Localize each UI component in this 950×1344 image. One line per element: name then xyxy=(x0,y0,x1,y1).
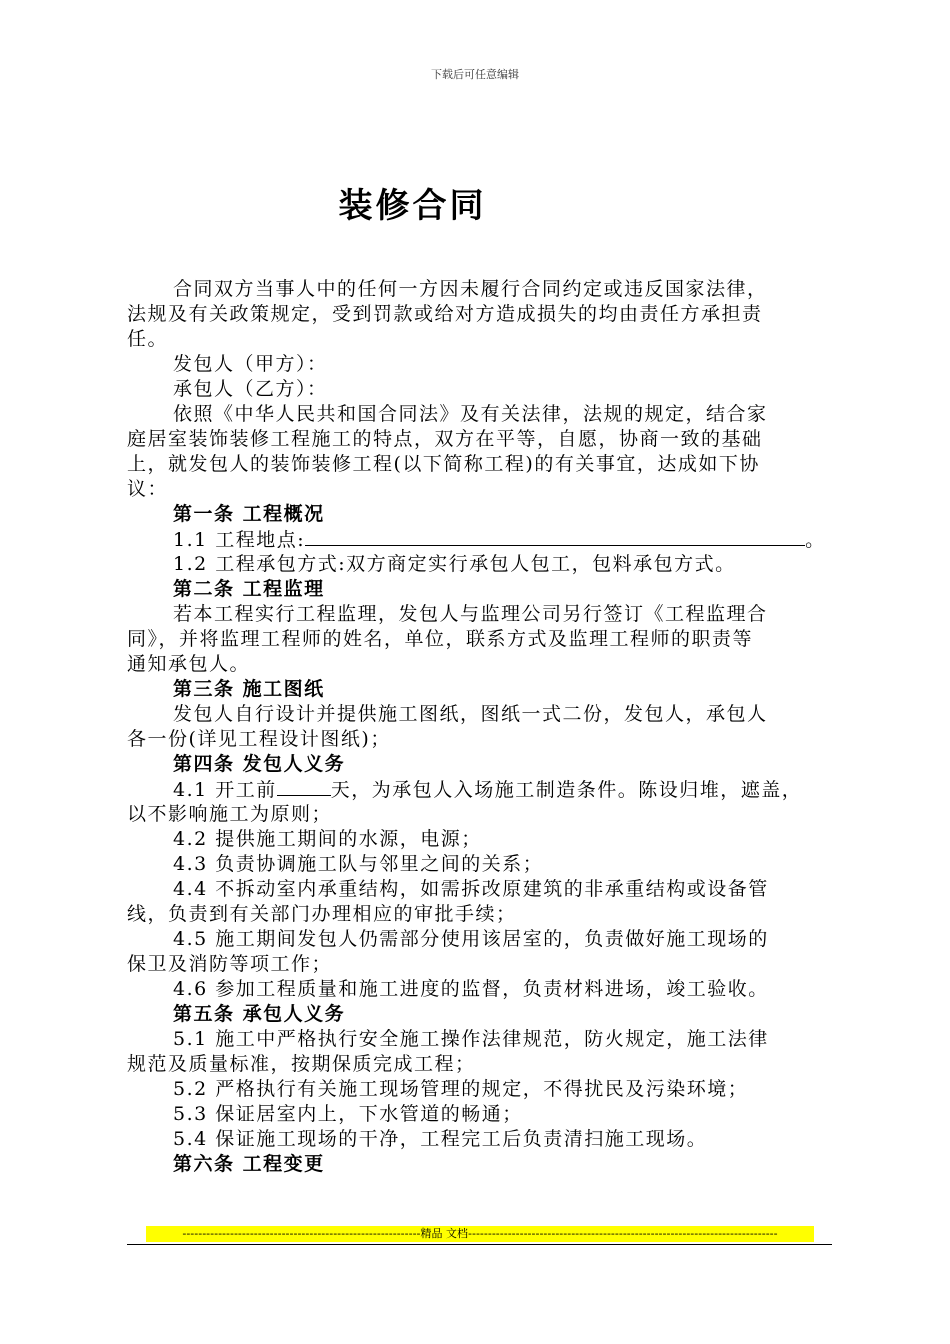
text-line xyxy=(127,402,837,427)
line-text: 第二条 工程监理 xyxy=(173,578,325,600)
line-text: 发包人（甲方）： xyxy=(173,353,328,375)
line-tail-text: 。 xyxy=(805,529,826,551)
text-line xyxy=(127,1052,837,1077)
text-line xyxy=(127,1102,837,1127)
footer-right-dashes: ------------------------------------------------------------------------------ xyxy=(468,1227,778,1240)
fill-in-blank[interactable] xyxy=(305,527,805,546)
line-text: 若本工程实行工程监理，发包人与监理公司另行签订《工程监理合 xyxy=(173,603,768,625)
section-heading xyxy=(127,1152,837,1177)
contract-body xyxy=(127,277,837,1177)
line-text: 通知承包人。 xyxy=(127,653,251,675)
line-text: 4.5 施工期间发包人仍需部分使用该居室的，负责做好施工现场的 xyxy=(173,928,769,950)
footer-label: 精品 文档 xyxy=(420,1227,469,1240)
line-tail-text: 天，为承包人入场施工制造条件。陈设归堆，遮盖， xyxy=(330,779,803,801)
line-text: 4.3 负责协调施工队与邻里之间的关系； xyxy=(173,853,544,875)
line-text: 5.4 保证施工现场的干净，工程完工后负责清扫施工现场。 xyxy=(173,1128,708,1150)
text-line xyxy=(127,877,837,902)
text-line xyxy=(127,727,837,752)
footer-highlight-bar xyxy=(146,1226,814,1242)
line-text: 庭居室装饰装修工程施工的特点，双方在平等，自愿，协商一致的基础 xyxy=(127,428,763,450)
text-line xyxy=(127,302,837,327)
text-line xyxy=(127,652,837,677)
line-text: 4.4 不拆动室内承重结构，如需拆改原建筑的非承重结构或设备管 xyxy=(173,878,769,900)
line-text: 议： xyxy=(127,478,169,500)
line-text: 4.6 参加工程质量和施工进度的监督，负责材料进场，竣工验收。 xyxy=(173,978,769,1000)
text-line xyxy=(127,852,837,877)
text-line xyxy=(127,527,837,552)
line-text: 上，就发包人的装饰装修工程(以下简称工程)的有关事宜，达成如下协 xyxy=(127,453,760,475)
line-text: 任。 xyxy=(127,328,169,350)
section-heading xyxy=(127,502,837,527)
line-text: 第一条 工程概况 xyxy=(173,503,325,525)
text-line xyxy=(127,802,837,827)
line-text: 第三条 施工图纸 xyxy=(173,678,325,700)
line-text: 保卫及消防等项工作； xyxy=(127,953,333,975)
line-text: 法规及有关政策规定，受到罚款或给对方造成损失的均由责任方承担责 xyxy=(127,303,763,325)
line-text: 第六条 工程变更 xyxy=(173,1153,325,1175)
text-line xyxy=(127,1027,837,1052)
text-line xyxy=(127,377,837,402)
text-line xyxy=(127,952,837,977)
section-heading xyxy=(127,1002,837,1027)
text-line xyxy=(127,602,837,627)
text-line xyxy=(127,452,837,477)
line-text: 以不影响施工为原则； xyxy=(127,803,333,825)
line-text: 各一份(详见工程设计图纸)； xyxy=(127,728,391,750)
text-line xyxy=(127,477,837,502)
text-line xyxy=(127,352,837,377)
text-line xyxy=(127,327,837,352)
line-text: 1.1 工程地点: xyxy=(173,529,306,551)
line-text: 5.1 施工中严格执行安全施工操作法律规范，防火规定，施工法律 xyxy=(173,1028,769,1050)
line-text: 4.1 开工前 xyxy=(173,779,277,801)
line-text: 依照《中华人民共和国合同法》及有关法律，法规的规定，结合家 xyxy=(173,403,768,425)
line-text: 线，负责到有关部门办理相应的审批手续； xyxy=(127,903,517,925)
section-heading xyxy=(127,677,837,702)
line-text: 第五条 承包人义务 xyxy=(173,1003,346,1025)
text-line xyxy=(127,927,837,952)
line-text: 4.2 提供施工期间的水源，电源； xyxy=(173,828,482,850)
line-text: 承包人（乙方）： xyxy=(173,378,328,400)
line-text: 1.2 工程承包方式:双方商定实行承包人包工，包料承包方式。 xyxy=(173,553,736,575)
text-line xyxy=(127,702,837,727)
line-text: 同》，并将监理工程师的姓名，单位，联系方式及监理工程师的职责等 xyxy=(127,628,754,650)
text-line xyxy=(127,552,837,577)
text-line xyxy=(127,827,837,852)
line-text: 发包人自行设计并提供施工图纸，图纸一式二份，发包人，承包人 xyxy=(173,703,768,725)
line-text: 5.2 严格执行有关施工现场管理的规定，不得扰民及污染环境； xyxy=(173,1078,749,1100)
text-line xyxy=(127,977,837,1002)
section-heading xyxy=(127,577,837,602)
footer-rule xyxy=(127,1244,832,1245)
text-line xyxy=(127,1077,837,1102)
text-line xyxy=(127,1127,837,1152)
text-line xyxy=(127,427,837,452)
text-line xyxy=(127,277,837,302)
section-heading xyxy=(127,752,837,777)
document-title: 装修合同 xyxy=(338,186,487,226)
text-line xyxy=(127,777,837,802)
footer-left-dashes: ------------------------------------------------------------ xyxy=(182,1227,421,1240)
line-text: 合同双方当事人中的任何一方因未履行合同约定或违反国家法律， xyxy=(173,278,768,300)
text-line xyxy=(127,902,837,927)
fill-in-blank[interactable] xyxy=(277,777,331,796)
header-note: 下载后可任意编辑 xyxy=(431,68,519,81)
line-text: 5.3 保证居室内上，下水管道的畅通； xyxy=(173,1103,523,1125)
text-line xyxy=(127,627,837,652)
line-text: 规范及质量标准，按期保质完成工程； xyxy=(127,1053,476,1075)
line-text: 第四条 发包人义务 xyxy=(173,753,346,775)
